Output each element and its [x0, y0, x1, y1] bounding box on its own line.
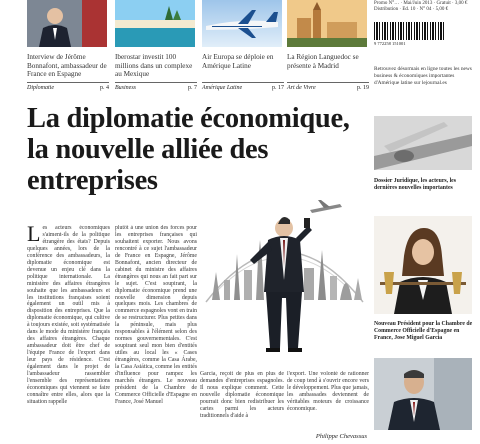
- article-column-3: Garcia, reçoit de plus en plus de demandes d'entreprises espagnoles. Il nous explique comment. Cette nouvelle diplomatie économique pourrait donc bien redistribuer les cartes parmi les acteurs traditionnels d'aide à: [200, 371, 284, 419]
- dropcap: L: [27, 225, 41, 246]
- teaser-photo-ambassador[interactable]: [27, 0, 107, 47]
- teaser-page: p. 17: [272, 85, 284, 91]
- teaser-card[interactable]: [202, 0, 284, 96]
- teaser-photo-airplane[interactable]: [202, 0, 282, 47]
- issue-info: Promo N°… · Mai/Juin 2013 · Gratuit · 3,00 € Distribution · Ed. 10 · N° 04 · 5,00 €: [374, 1, 468, 12]
- teaser-meta: [115, 85, 197, 91]
- article-column-2: plutôt à une union des forces pour les entreprises françaises qui souhaitent exporter. Nous avons rencontré à ce sujet l'ambassadeur de France en Espagne, Jérôme Bonnafont, ancien directeur de cabinet du ministre des affaires étrangères qui nous an fait part sur le sujet. C'est soupirant, la diplomatie économique prend une nouvelle dimension depuis quelques mois. Les chambres de commerce espagnoles vont en train de se restructurer. Plus petites dans la péninsule, mais plus responsables à l'élément selon des normes gouvernementales. C'est soupirant seul mon bien d'entités utiles au local les « Cases étrangères, comme la Casa Árabe, la Casa Asiática, comme les entités d'influence pour rampez les marchés étrangers. Le nouveau président de la Chambre de Commerce Officielle d'Espagne en France, José Manuel: [115, 225, 197, 405]
- sidebar-caption[interactable]: Nouveau Président pour la Chambre de Commerce Officielle d'Espagne en France, Jose Miguel Garcia: [374, 321, 473, 341]
- article-column-4: l'export. Une volonté de rationner de coup tend à s'ouvrir encore vers le développement. Plus que jamais, les ambassades deviennent de véritables moteurs de croissance économique.: [287, 371, 369, 412]
- teaser-photo-resort[interactable]: [115, 0, 195, 47]
- teaser-title[interactable]: Iberostar investit 100 millions dans un complexe au Mexique: [115, 53, 193, 79]
- author-signature: Philippe Chevassus: [315, 433, 367, 440]
- teaser-title[interactable]: Air Europa se déploie en Amérique Latine: [202, 53, 274, 70]
- photo-airplane-wing[interactable]: [374, 116, 472, 170]
- article-text: es acteurs économiques s'aiment-ils de la politique étrangère des états? Depuis quelques années, lors de la conférence des ambassadeurs, la diplomatie économique est devenue un enjeu clé dans la politique internationale. La ministère des affaires étrangères souhaite que les ambassadeurs et les institutions françaises soient également un outil mis à disposition des entreprises. Que la diplomatie économique, qui cultive à toujours existée, soit systématisée dans le mode du ministère français des affaires étrangères. Chaque ambassadeur doit être chef de l'équipe France de l'export dans leur pays de résidence. C'est également dans le projet de l'ambassadeur rassembler l'ensemble des représentations économiques qui viennent se faire connaître entre elles, alors que la situation rappelle: [27, 225, 110, 405]
- barcode-icon: [374, 22, 444, 40]
- teaser-meta: [287, 85, 369, 91]
- headline: La diplomatie économique, la nouvelle alliée des entreprises: [27, 103, 350, 196]
- teaser-strip: [27, 0, 369, 96]
- teaser-meta: [202, 85, 284, 91]
- teaser-page: p. 19: [357, 85, 369, 91]
- teaser-page: p. 7: [188, 85, 197, 91]
- barcode-number: 9 772258 151001: [374, 41, 406, 46]
- photo-lawyer-woman[interactable]: [374, 216, 472, 314]
- teaser-meta: [27, 85, 109, 91]
- sidebar: [370, 0, 480, 444]
- sidebar-caption[interactable]: Dossier Juridique, les acteurs, les dernières nouvelles importantes: [374, 178, 457, 191]
- teaser-section: Diplomatie: [27, 85, 54, 91]
- teaser-page: p. 4: [100, 85, 109, 91]
- teaser-photo-town[interactable]: [287, 0, 367, 47]
- teaser-section: Amérique Latine: [202, 85, 243, 91]
- teaser-section: Art de Vivre: [287, 85, 316, 91]
- promo-text[interactable]: Retrouvez désormais en ligne toutes les news business & économiques importantes d'Amérique latine sur lejournal.es: [374, 66, 472, 86]
- teaser-title[interactable]: Interview de Jérôme Bonnafont, ambassadeur de France en Espagne: [27, 53, 107, 79]
- photo-chamber-president[interactable]: [374, 358, 472, 430]
- teaser-title[interactable]: La Région Languedoc se présente à Madrid: [287, 53, 359, 70]
- divider: [115, 82, 197, 83]
- teaser-card[interactable]: [287, 0, 369, 96]
- teaser-card[interactable]: [27, 0, 109, 96]
- divider: [287, 82, 369, 83]
- divider: [27, 82, 109, 83]
- illustration-businessman: [200, 180, 369, 368]
- teaser-section: Business: [115, 85, 136, 91]
- divider: [202, 82, 284, 83]
- teaser-card[interactable]: [115, 0, 197, 96]
- article-column-1: [27, 225, 110, 444]
